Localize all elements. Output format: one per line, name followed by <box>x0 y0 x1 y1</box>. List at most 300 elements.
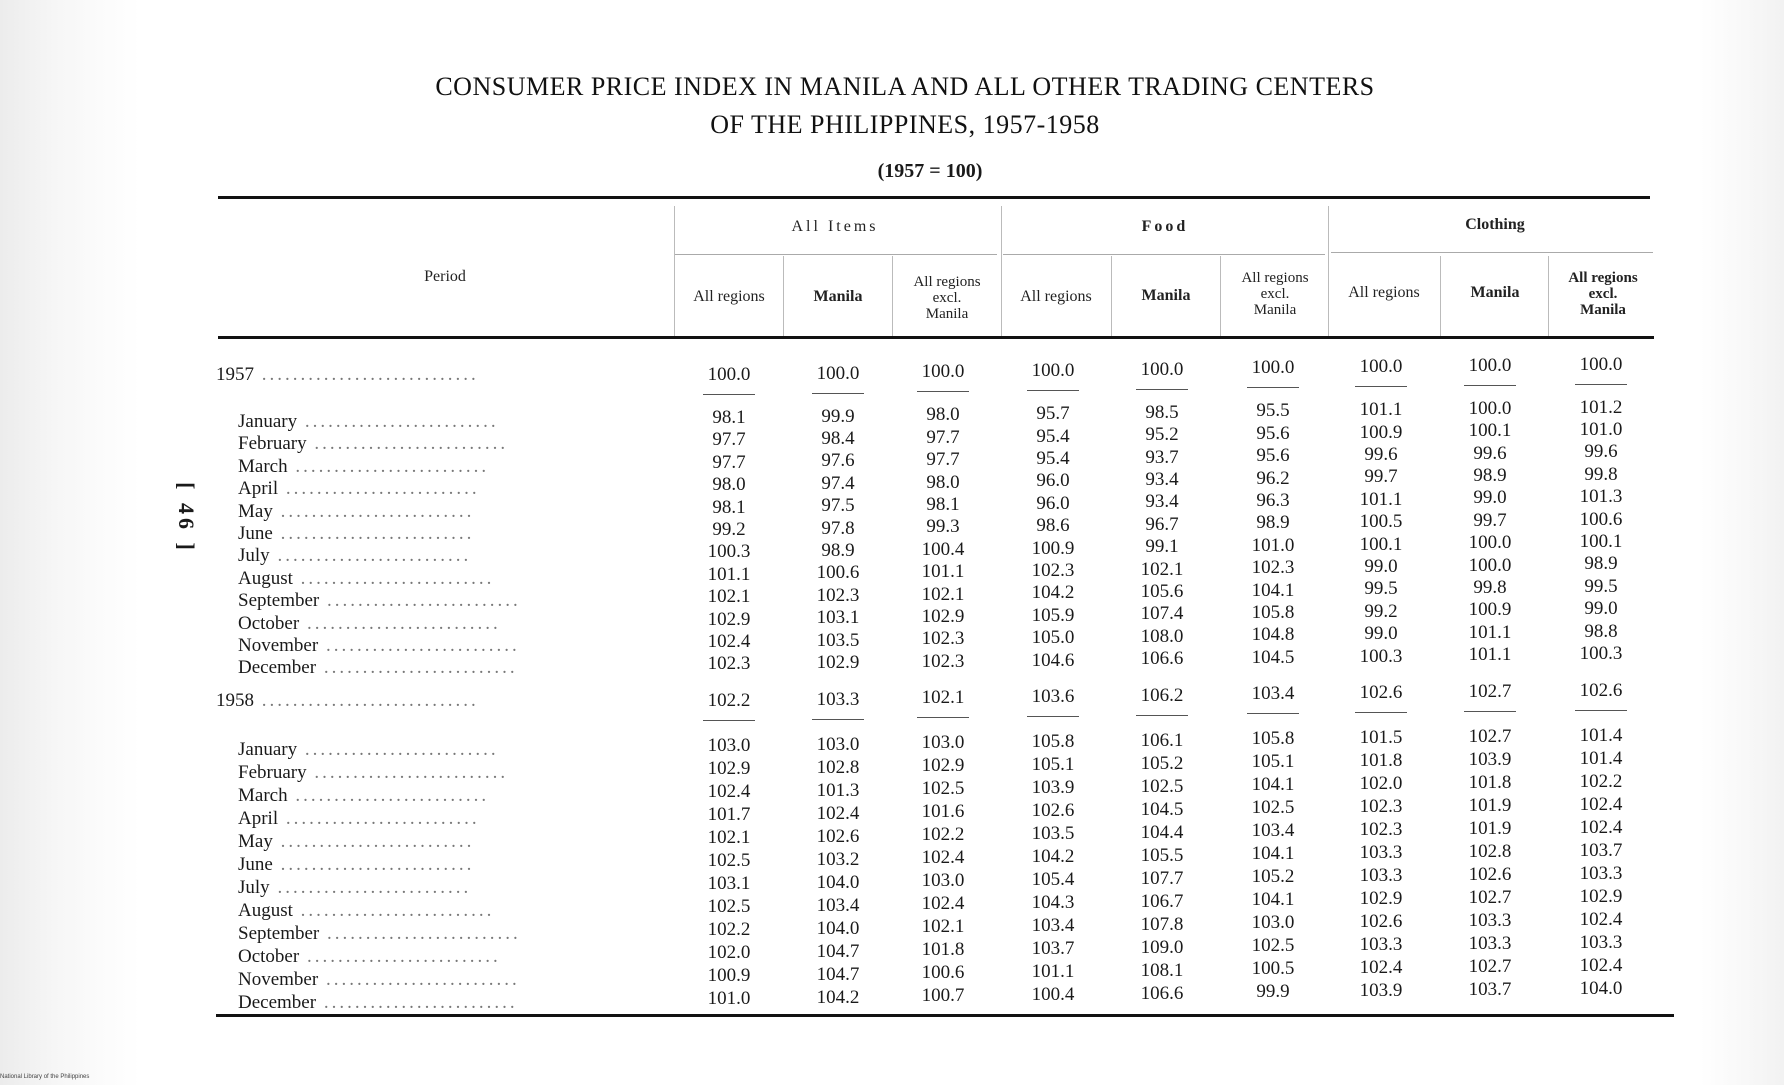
table-cell: 104.8 <box>1251 624 1295 646</box>
table-cell: 102.1 <box>921 916 965 938</box>
table-cell: 105.8 <box>1251 602 1295 624</box>
month-label: December ......................... <box>238 657 518 679</box>
month-label: July ......................... <box>238 545 472 567</box>
month-label: December ......................... <box>238 992 518 1013</box>
table-cell: 98.1 <box>926 494 960 516</box>
year-total-underline <box>812 393 864 394</box>
table-cell: 104.5 <box>1140 798 1184 820</box>
header-clothing-manila: Manila <box>1470 284 1520 301</box>
table-cell: 97.7 <box>926 426 960 448</box>
table-cell: 102.4 <box>1579 908 1623 930</box>
table-cell: 96.3 <box>1256 490 1290 512</box>
table-cell: 102.6 <box>1031 800 1075 822</box>
table-cell: 102.4 <box>1579 793 1623 815</box>
table-cell: 99.5 <box>1584 575 1618 597</box>
table-cell: 104.2 <box>1031 846 1075 868</box>
table-cell: 99.6 <box>1473 442 1507 464</box>
header-clothing-all-regions: All regions <box>1348 284 1420 301</box>
table-cell: 100.5 <box>1359 511 1403 533</box>
table-cell: 99.7 <box>1473 509 1507 531</box>
table-cell: 107.7 <box>1140 867 1184 889</box>
header-line: Manila <box>925 306 969 322</box>
table-cell: 100.6 <box>921 962 965 984</box>
table-cell: 103.4 <box>1031 915 1075 937</box>
month-label: September ......................... <box>238 590 521 612</box>
table-cell: 101.9 <box>1468 794 1512 816</box>
month-label: February ......................... <box>238 762 509 783</box>
year-total-underline <box>917 717 969 718</box>
header-line: excl. <box>932 290 962 306</box>
year-total-underline <box>1355 712 1407 713</box>
year-total-underline <box>1575 384 1627 385</box>
leader-dots: ......................... <box>306 762 509 783</box>
table-cell: 100.4 <box>1031 984 1075 1006</box>
table-cell: 102.6 <box>816 825 860 847</box>
table-cell: 100.1 <box>1359 533 1403 555</box>
table-cell: 102.5 <box>1140 775 1184 797</box>
month-label: July ......................... <box>238 877 472 898</box>
table-cell: 106.6 <box>1140 982 1184 1004</box>
table-cell: 104.1 <box>1251 889 1295 911</box>
table-cell: 102.3 <box>1359 796 1403 818</box>
year-total-underline <box>1355 386 1407 387</box>
table-cell: 106.2 <box>1140 684 1184 706</box>
table-cell: 100.0 <box>1359 356 1403 378</box>
year-total-underline <box>1136 389 1188 390</box>
table-cell: 108.0 <box>1140 625 1184 647</box>
table-cell: 98.0 <box>712 474 746 496</box>
leader-dots: ......................... <box>299 946 501 967</box>
table-cell: 105.9 <box>1031 604 1075 626</box>
header-all-items-all-regions: All regions <box>693 288 765 305</box>
table-cell: 102.6 <box>1468 863 1512 885</box>
table-cell: 99.6 <box>1584 441 1618 463</box>
table-cell: 102.3 <box>1359 819 1403 841</box>
month-label: April ......................... <box>238 478 480 500</box>
table-cell: 93.4 <box>1145 469 1179 490</box>
year-total-underline <box>1464 711 1516 712</box>
table-cell: 104.0 <box>816 917 860 939</box>
table-cell: 100.1 <box>1579 530 1623 552</box>
leader-dots: ......................... <box>272 523 475 544</box>
table-cell: 103.0 <box>1251 912 1295 934</box>
table-cell: 103.5 <box>816 629 860 651</box>
table-cell: 102.7 <box>1468 680 1512 702</box>
header-food-all-regions: All regions <box>1020 288 1092 305</box>
table-cell: 102.7 <box>1468 886 1512 908</box>
leader-dots: ......................... <box>319 923 521 944</box>
library-watermark: National Library of the Philippines <box>0 1074 90 1080</box>
table-cell: 95.4 <box>1036 425 1070 447</box>
table-cell: 103.9 <box>1031 777 1075 799</box>
table-cell: 100.0 <box>921 361 965 383</box>
table-cell: 102.3 <box>921 650 965 672</box>
table-cell: 103.2 <box>816 848 860 870</box>
table-cell: 102.7 <box>1468 725 1512 747</box>
table-cell: 103.3 <box>1359 934 1403 956</box>
header-all-items-manila: Manila <box>813 288 863 305</box>
table-cell: 100.0 <box>1468 554 1512 576</box>
month-label: January ......................... <box>238 411 499 432</box>
header-line: Manila <box>1580 302 1626 318</box>
table-cell: 99.6 <box>1364 443 1398 465</box>
table-cell: 95.7 <box>1036 403 1070 425</box>
table-cell: 98.5 <box>1145 401 1179 423</box>
table-cell: 104.1 <box>1251 774 1295 796</box>
table-cell: 105.5 <box>1140 844 1184 866</box>
table-cell: 98.8 <box>1584 620 1618 642</box>
table-cell: 100.1 <box>1468 420 1512 442</box>
table-cell: 102.1 <box>707 586 751 608</box>
year-total-underline <box>703 394 755 395</box>
table-cell: 93.4 <box>1145 491 1179 513</box>
table-cell: 104.0 <box>1579 977 1623 999</box>
leader-dots: ......................... <box>278 478 480 500</box>
table-cell: 103.9 <box>1359 980 1403 1002</box>
table-cell: 99.3 <box>926 516 960 538</box>
table-cell: 101.8 <box>1468 771 1512 793</box>
table-cell: 100.9 <box>1031 537 1075 559</box>
table-cell: 100.9 <box>1359 421 1403 443</box>
header-line: excl. <box>1260 286 1290 302</box>
table-cell: 98.9 <box>1256 512 1290 534</box>
table-cell: 99.1 <box>1145 536 1179 558</box>
table-cell: 97.5 <box>821 495 855 517</box>
table-cell: 102.5 <box>707 896 751 917</box>
table-cell: 103.6 <box>1031 686 1075 708</box>
table-cell: 103.3 <box>1579 862 1623 884</box>
leader-dots: ......................... <box>297 411 499 432</box>
month-label: October ......................... <box>238 612 501 634</box>
table-cell: 96.2 <box>1256 467 1290 489</box>
year-total-underline <box>703 720 755 721</box>
table-cell: 102.1 <box>707 827 751 848</box>
table-cell: 102.9 <box>707 758 751 779</box>
table-cell: 100.0 <box>1468 397 1512 419</box>
table-cell: 105.8 <box>1031 731 1075 753</box>
table-cell: 102.4 <box>921 893 965 915</box>
table-cell: 100.0 <box>1579 353 1623 375</box>
table-cell: 102.4 <box>816 802 860 824</box>
table-cell: 102.3 <box>1031 559 1075 581</box>
table-cell: 101.0 <box>1251 534 1295 556</box>
table-cell: 98.0 <box>926 404 960 426</box>
table-cell: 98.9 <box>1584 553 1618 575</box>
table-cell: 99.9 <box>821 405 855 427</box>
leader-dots: ......................... <box>272 831 475 852</box>
table-cell: 100.0 <box>1468 532 1512 554</box>
header-period: Period <box>424 268 466 285</box>
table-cell: 97.7 <box>712 451 746 473</box>
year-total-underline <box>1464 385 1516 386</box>
table-cell: 103.0 <box>816 733 860 755</box>
table-cell: 107.4 <box>1140 603 1184 625</box>
table-cell: 97.7 <box>712 429 746 451</box>
table-cell: 102.0 <box>1359 773 1403 795</box>
table-cell: 102.9 <box>1579 885 1623 907</box>
table-cell: 95.6 <box>1256 445 1290 467</box>
month-label: May ......................... <box>238 831 475 852</box>
table-cell: 96.0 <box>1036 470 1070 492</box>
table-cell: 101.0 <box>707 988 751 1009</box>
table-cell: 105.4 <box>1031 869 1075 891</box>
table-cell: 99.5 <box>1364 578 1398 600</box>
table-cell: 100.4 <box>921 538 965 560</box>
leader-dots: ......................... <box>318 635 520 656</box>
table-cell: 104.2 <box>1031 582 1075 604</box>
table-cell: 97.7 <box>926 449 960 471</box>
month-label: June ......................... <box>238 523 475 544</box>
month-label: February ......................... <box>238 433 509 455</box>
leader-dots: ......................... <box>287 785 490 806</box>
table-cell: 101.1 <box>1468 644 1512 666</box>
table-cell: 99.8 <box>1473 577 1507 599</box>
table-cell: 101.2 <box>1579 396 1623 418</box>
month-label: March ......................... <box>238 785 490 806</box>
table-cell: 99.0 <box>1584 598 1618 620</box>
leader-dots: ............................ <box>254 364 479 385</box>
table-cell: 100.0 <box>1140 358 1184 380</box>
table-cell: 102.1 <box>1140 558 1184 580</box>
table-cell: 103.4 <box>1251 683 1295 705</box>
table-cell: 100.0 <box>1468 354 1512 376</box>
table-cell: 101.1 <box>1031 961 1075 983</box>
table-cell: 103.0 <box>921 870 965 892</box>
table-cell: 103.3 <box>1359 842 1403 864</box>
table-cell: 98.9 <box>821 540 855 562</box>
leader-dots: ............................ <box>254 690 479 711</box>
month-label: January ......................... <box>238 739 499 760</box>
month-label: August ......................... <box>238 567 495 589</box>
table-cell: 101.8 <box>921 939 965 961</box>
table-cell: 102.9 <box>707 608 751 630</box>
table-cell: 100.3 <box>1579 642 1623 664</box>
table-cell: 103.7 <box>1579 839 1623 861</box>
table-cell: 102.3 <box>707 653 751 675</box>
table-cell: 102.2 <box>707 919 751 940</box>
table-cell: 103.9 <box>1468 748 1512 770</box>
table-cell: 102.5 <box>707 850 751 871</box>
year-total-underline <box>1247 387 1299 388</box>
table-cell: 98.1 <box>712 496 746 518</box>
table-cell: 102.0 <box>707 942 751 963</box>
table-cell: 97.4 <box>821 472 855 494</box>
table-cell: 101.1 <box>707 563 751 585</box>
table-cell: 104.4 <box>1140 821 1184 843</box>
table-cell: 102.9 <box>921 755 965 777</box>
table-cell: 103.0 <box>707 735 751 756</box>
table-cell: 101.6 <box>921 801 965 823</box>
header-group-food: Food <box>1141 218 1189 235</box>
table-cell: 102.3 <box>1251 557 1295 579</box>
table-cell: 98.6 <box>1036 515 1070 537</box>
leader-dots: ......................... <box>292 567 495 589</box>
table-cell: 105.6 <box>1140 581 1184 602</box>
header-group-clothing: Clothing <box>1465 216 1525 233</box>
year-total-underline <box>812 719 864 720</box>
table-cell: 101.9 <box>1468 817 1512 839</box>
table-cell: 109.0 <box>1140 936 1184 958</box>
year-total-underline <box>1136 715 1188 716</box>
table-cell: 102.2 <box>707 690 751 711</box>
table-cell: 97.6 <box>821 450 855 472</box>
leader-dots: ......................... <box>316 992 518 1013</box>
table-cell: 95.6 <box>1256 422 1290 444</box>
table-cell: 102.4 <box>1579 954 1623 976</box>
table-cell: 100.6 <box>816 562 860 584</box>
table-cell: 102.6 <box>1579 679 1623 701</box>
table-cell: 108.1 <box>1140 959 1184 981</box>
table-cell: 100.7 <box>921 985 965 1007</box>
table-cell: 96.0 <box>1036 492 1070 514</box>
year-total-underline <box>1027 716 1079 717</box>
table-cell: 101.7 <box>707 804 751 825</box>
table-cell: 100.3 <box>707 541 751 563</box>
table-cell: 100.0 <box>816 362 860 384</box>
year-total-underline <box>917 391 969 392</box>
leader-dots: ......................... <box>297 739 499 760</box>
table-cell: 103.5 <box>1031 823 1075 845</box>
header-group-all-items: All Items <box>791 218 879 235</box>
table-cell: 104.3 <box>1031 892 1075 914</box>
table-cell: 104.7 <box>816 963 860 985</box>
leader-dots: ......................... <box>292 900 495 921</box>
year-label: 1958 ............................ <box>216 690 479 711</box>
table-cell: 99.0 <box>1364 623 1398 645</box>
table-cell: 101.4 <box>1579 724 1623 746</box>
table-cell: 103.1 <box>816 607 860 629</box>
header-line: All regions <box>1241 270 1309 286</box>
month-label: August ......................... <box>238 900 495 921</box>
table-cell: 103.0 <box>921 732 965 754</box>
year-total-underline <box>1575 710 1627 711</box>
table-cell: 104.7 <box>816 940 860 962</box>
table-cell: 96.7 <box>1145 513 1179 535</box>
table-cell: 102.5 <box>921 778 965 800</box>
year-total-underline <box>1247 713 1299 714</box>
table-cell: 101.1 <box>1468 621 1512 643</box>
leader-dots: ......................... <box>318 969 520 990</box>
table-cell: 99.7 <box>1364 466 1398 488</box>
table-cell: 95.2 <box>1145 424 1179 446</box>
table-cell: 103.3 <box>1579 931 1623 953</box>
year-total-underline <box>1027 390 1079 391</box>
header-line: Manila <box>1253 302 1297 318</box>
table-cell: 102.1 <box>921 583 965 605</box>
table-cell: 102.6 <box>1359 682 1403 704</box>
leader-dots: ......................... <box>269 545 472 567</box>
table-cell: 98.0 <box>926 471 960 493</box>
month-label: April ......................... <box>238 808 480 829</box>
table-cell: 99.9 <box>1256 981 1290 1003</box>
table-cell: 102.8 <box>816 756 860 778</box>
table-cell: 105.1 <box>1251 751 1295 773</box>
table-cell: 105.0 <box>1031 627 1075 649</box>
month-label: November ......................... <box>238 969 520 990</box>
table-cell: 100.0 <box>1251 357 1295 379</box>
table-cell: 102.4 <box>1359 957 1403 979</box>
table-cell: 104.5 <box>1251 646 1295 668</box>
title-line-1: CONSUMER PRICE INDEX IN MANILA AND ALL OTHER TRADING CENTERS <box>435 72 1375 101</box>
table-cell: 100.0 <box>1031 360 1075 382</box>
table-cell: 106.6 <box>1140 648 1184 670</box>
table-cell: 103.7 <box>1468 978 1512 1000</box>
table-cell: 102.5 <box>1251 797 1295 819</box>
table-cell: 107.8 <box>1140 913 1184 935</box>
table-cell: 102.9 <box>816 652 860 674</box>
table-cell: 103.3 <box>1359 865 1403 887</box>
table-cell: 102.5 <box>1251 935 1295 957</box>
month-label: October ......................... <box>238 946 501 967</box>
leader-dots: ......................... <box>316 657 518 679</box>
header-line: All regions <box>1568 270 1638 286</box>
table-cell: 102.1 <box>921 687 965 709</box>
leader-dots: ......................... <box>306 433 509 455</box>
table-cell: 97.8 <box>821 517 855 539</box>
table-cell: 101.3 <box>1579 486 1623 508</box>
table-cell: 106.7 <box>1140 890 1184 912</box>
table-cell: 99.8 <box>1584 463 1618 485</box>
table-cell: 106.1 <box>1140 729 1184 751</box>
table-cell: 103.3 <box>1468 932 1512 954</box>
month-label: November ......................... <box>238 635 520 656</box>
table-cell: 98.9 <box>1473 465 1507 487</box>
table-cell: 102.4 <box>921 847 965 869</box>
leader-dots: ......................... <box>269 877 472 898</box>
table-cell: 100.0 <box>707 364 751 385</box>
page-number: [ 46 ] <box>173 482 199 554</box>
leader-dots: ......................... <box>278 808 480 829</box>
table-cell: 102.9 <box>1359 888 1403 910</box>
table-cell: 99.2 <box>1364 600 1398 622</box>
table-cell: 99.0 <box>1364 555 1398 577</box>
table-cell: 105.2 <box>1140 752 1184 774</box>
table-cell: 102.4 <box>707 781 751 802</box>
month-label: September ......................... <box>238 923 521 944</box>
table-cell: 101.8 <box>1359 750 1403 772</box>
table-cell: 100.9 <box>707 965 751 986</box>
table-cell: 104.6 <box>1031 649 1075 671</box>
table-cell: 95.4 <box>1036 447 1070 469</box>
header-food-manila: Manila <box>1141 287 1191 304</box>
table-cell: 103.1 <box>707 873 751 894</box>
table-cell: 100.9 <box>1468 599 1512 621</box>
table-cell: 100.6 <box>1579 508 1623 530</box>
table-cell: 102.4 <box>707 631 751 652</box>
table-cell: 102.2 <box>921 824 965 846</box>
leader-dots: ......................... <box>319 590 521 612</box>
leader-dots: ......................... <box>272 854 475 875</box>
table-cell: 101.4 <box>1579 747 1623 769</box>
table-cell: 103.3 <box>1468 909 1512 931</box>
year-label: 1957 ............................ <box>216 364 479 385</box>
table-cell: 103.4 <box>816 894 860 916</box>
table-cell: 102.6 <box>1359 911 1403 933</box>
table-cell: 101.1 <box>1359 399 1403 421</box>
table-cell: 102.8 <box>1468 840 1512 862</box>
table-cell: 99.0 <box>1473 487 1507 509</box>
base-year-note: (1957 = 100) <box>877 160 983 182</box>
table-cell: 102.4 <box>1579 816 1623 838</box>
table-cell: 104.1 <box>1251 579 1295 601</box>
table-cell: 102.9 <box>921 606 965 628</box>
table-cell: 101.3 <box>816 779 860 801</box>
table-cell: 102.3 <box>921 628 965 650</box>
table-cell: 105.2 <box>1251 866 1295 888</box>
table-cell: 101.1 <box>921 561 965 583</box>
table-cell: 105.8 <box>1251 728 1295 750</box>
leader-dots: ......................... <box>272 500 475 522</box>
